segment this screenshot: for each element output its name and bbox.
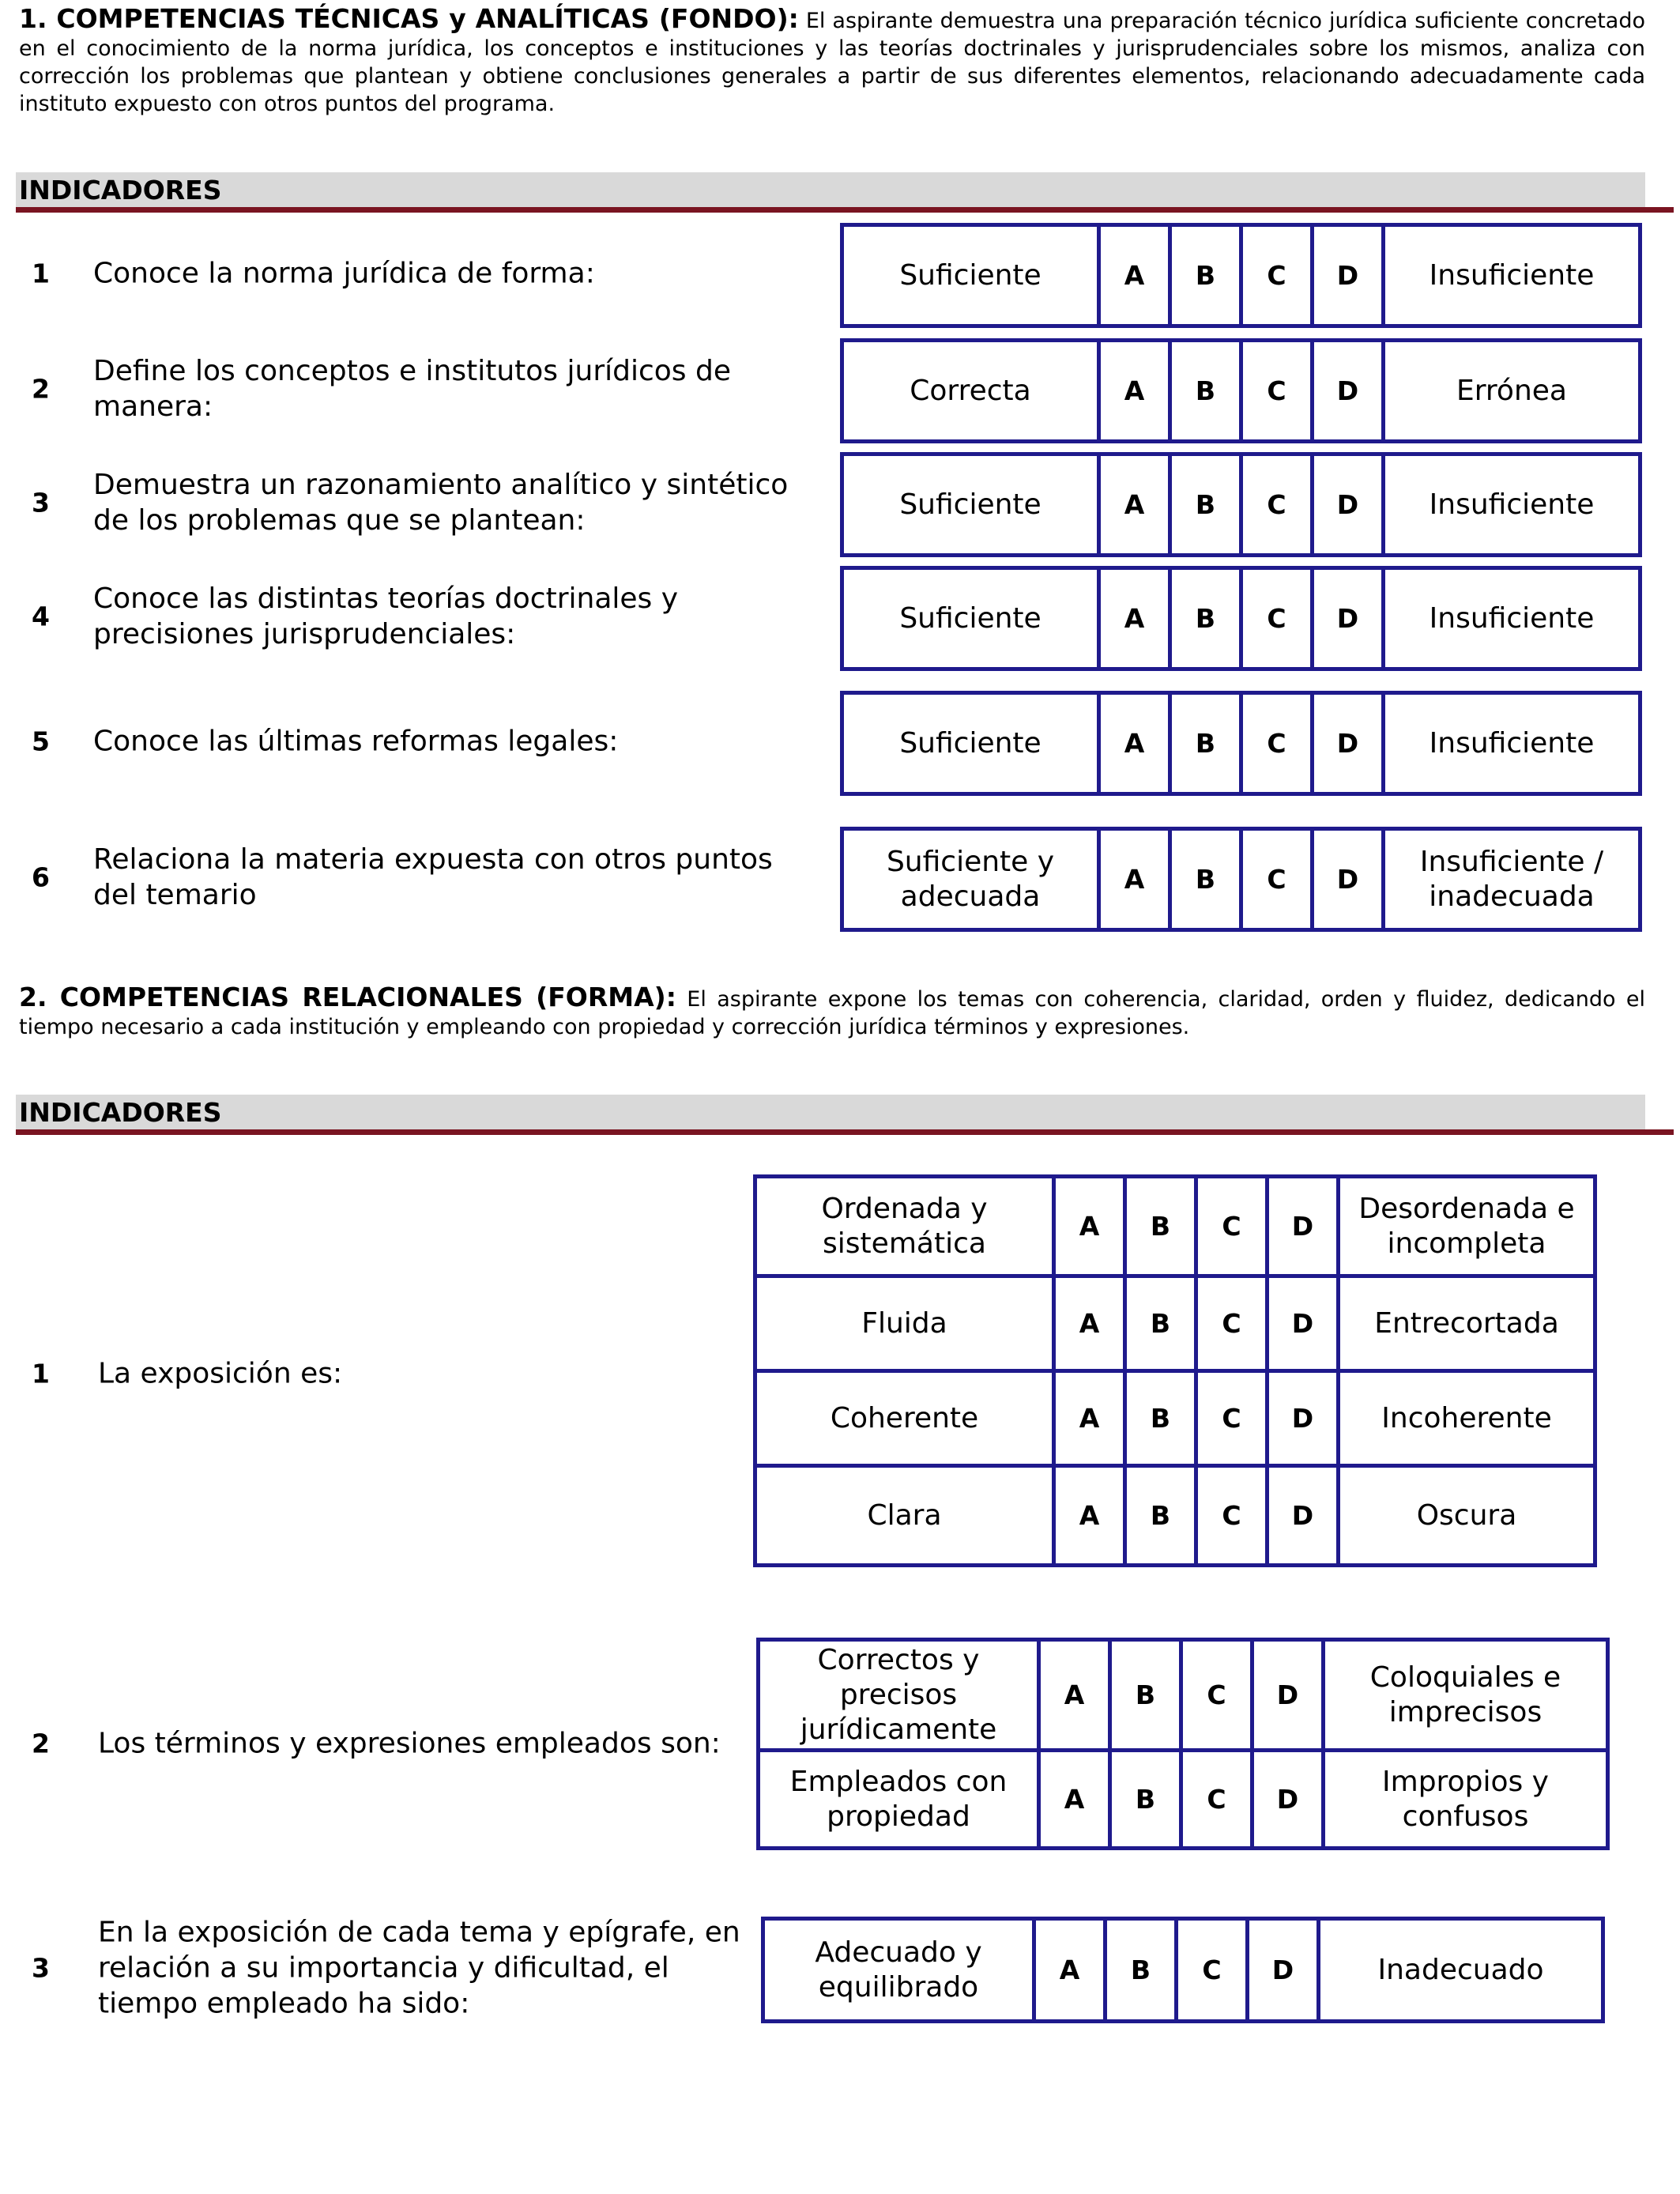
grade-option-d[interactable]: D [1268,1276,1339,1371]
rating-row [755,1466,1595,1566]
section1-divider [16,207,1674,213]
grade-option-b[interactable]: B [1110,1640,1181,1751]
section1-indicators-label: INDICADORES [19,175,222,205]
grade-option-a[interactable]: A [1039,1751,1110,1849]
grade-option-d[interactable]: D [1313,225,1384,326]
section1-indicators-bar [16,172,1645,207]
section1-indicator-6-rating-table [840,827,1642,932]
grade-option-c[interactable]: C [1177,1919,1248,2022]
grade-option-c[interactable]: C [1196,1466,1268,1566]
grade-option-d[interactable]: D [1268,1177,1339,1276]
rating-row [755,1276,1595,1371]
positive-descriptor: Correctos y precisos jurídicamente [759,1640,1039,1751]
grade-option-c[interactable]: C [1196,1276,1268,1371]
section1-indicator-2-rating-table [840,338,1642,443]
negative-descriptor: Incoherente [1339,1371,1595,1466]
section2-divider [16,1129,1674,1135]
section2-indicator-1-label: La exposición es: [98,1357,343,1390]
grade-option-c[interactable]: C [1196,1371,1268,1466]
positive-descriptor: Adecuado y equilibrado [763,1919,1034,2022]
negative-descriptor: Coloquiales e imprecisos [1324,1640,1608,1751]
grade-option-a[interactable]: A [1054,1177,1125,1276]
section1-intro [19,5,1645,118]
positive-descriptor: Suficiente [842,454,1099,556]
section2-indicators-label: INDICADORES [19,1097,222,1128]
grade-option-c[interactable]: C [1241,454,1313,556]
grade-option-c[interactable]: C [1241,568,1313,669]
section2-description: El aspirante expone los temas con coherencia, claridad, orden y fluidez, dedicando el tiempo necesario a cada institución y empleando con propiedad y corrección jurídica términos y expresiones. [19,987,1645,1039]
grade-option-b[interactable]: B [1170,693,1241,794]
section1-indicator-4-number: 4 [32,601,50,632]
section2-intro [19,983,1645,1041]
grade-option-c[interactable]: C [1241,829,1313,930]
grade-option-c[interactable]: C [1241,693,1313,794]
section2-indicator-2-label: Los términos y expresiones empleados son: [98,1727,721,1760]
grade-option-a[interactable]: A [1054,1276,1125,1371]
section1-indicator-2-number: 2 [32,373,50,405]
section2-indicator-3-number: 3 [32,1952,50,1984]
rating-row [755,1177,1595,1276]
section1-indicator-5-number: 5 [32,726,50,757]
grade-option-d[interactable]: D [1313,693,1384,794]
positive-descriptor: Suficiente [842,225,1099,326]
grade-option-a[interactable]: A [1034,1919,1106,2022]
grade-option-a[interactable]: A [1099,225,1170,326]
positive-descriptor: Suficiente [842,693,1099,794]
grade-option-b[interactable]: B [1125,1177,1196,1276]
positive-descriptor: Clara [755,1466,1054,1566]
rating-row [759,1751,1608,1849]
rating-row [842,829,1640,930]
positive-descriptor: Fluida [755,1276,1054,1371]
section2-indicator-1-rating-table [753,1174,1597,1567]
grade-option-c[interactable]: C [1196,1177,1268,1276]
negative-descriptor: Oscura [1339,1466,1595,1566]
grade-option-d[interactable]: D [1268,1371,1339,1466]
section2-indicator-2-rating-table [756,1638,1610,1850]
negative-descriptor: Insuficiente [1384,225,1640,326]
grade-option-a[interactable]: A [1054,1466,1125,1566]
section2-indicator-3-label: En la exposición de cada tema y epígrafe, en relación a su importancia y dificultad, el tiempo empleado ha sido: [98,1916,740,2020]
grade-option-a[interactable]: A [1099,454,1170,556]
negative-descriptor: Inadecuado [1319,1919,1603,2022]
grade-option-a[interactable]: A [1099,829,1170,930]
positive-descriptor: Ordenada y sistemática [755,1177,1054,1276]
positive-descriptor: Correcta [842,341,1099,442]
rating-row [842,225,1640,326]
positive-descriptor: Suficiente y adecuada [842,829,1099,930]
grade-option-d[interactable]: D [1313,568,1384,669]
grade-option-d[interactable]: D [1268,1466,1339,1566]
section2-indicator-3-rating-table [761,1917,1605,2023]
section1-description: El aspirante demuestra una preparación técnico jurídica suficiente concretado en el conocimiento de la norma jurídica, los conceptos e instituciones y las teorías doctrinales y jurisprudenciales sobre los mismos, analiza con corrección los problemas que plantean y obtiene conclusiones generales a partir de sus diferentes elementos, relacionando adecuadamente cada instituto expuesto con otros puntos del programa. [19,9,1645,116]
rating-row [763,1919,1603,2022]
grade-option-b[interactable]: B [1170,454,1241,556]
rating-row [755,1371,1595,1466]
positive-descriptor: Coherente [755,1371,1054,1466]
grade-option-b[interactable]: B [1106,1919,1177,2022]
grade-option-a[interactable]: A [1099,693,1170,794]
rating-row [842,341,1640,442]
grade-option-a[interactable]: A [1054,1371,1125,1466]
grade-option-a[interactable]: A [1039,1640,1110,1751]
grade-option-c[interactable]: C [1241,225,1313,326]
section2-indicator-1-number: 1 [32,1358,50,1389]
grade-option-a[interactable]: A [1099,341,1170,442]
grade-option-c[interactable]: C [1241,341,1313,442]
section1-indicator-2-label: Define los conceptos e institutos jurídicos de manera: [93,355,731,423]
negative-descriptor: Entrecortada [1339,1276,1595,1371]
negative-descriptor: Insuficiente [1384,693,1640,794]
section1-indicator-1-number: 1 [32,258,50,289]
rating-row [759,1640,1608,1751]
grade-option-b[interactable]: B [1125,1466,1196,1566]
grade-option-b[interactable]: B [1170,568,1241,669]
grade-option-b[interactable]: B [1170,225,1241,326]
negative-descriptor: Desordenada e incompleta [1339,1177,1595,1276]
positive-descriptor: Empleados con propiedad [759,1751,1039,1849]
section2-indicator-2-number: 2 [32,1728,50,1759]
grade-option-b[interactable]: B [1110,1751,1181,1849]
positive-descriptor: Suficiente [842,568,1099,669]
section1-indicator-3-label: Demuestra un razonamiento analítico y sintético de los problemas que se plantean: [93,469,789,537]
grade-option-d[interactable]: D [1313,829,1384,930]
section1-indicator-5-rating-table [840,691,1642,796]
section1-indicator-1-label: Conoce la norma jurídica de forma: [93,257,595,290]
grade-option-d[interactable]: D [1313,341,1384,442]
section1-indicator-6-label: Relaciona la materia expuesta con otros puntos del temario [93,843,773,911]
negative-descriptor: Errónea [1384,341,1640,442]
grade-option-d[interactable]: D [1248,1919,1319,2022]
section1-indicator-3-rating-table [840,452,1642,557]
rating-row [842,454,1640,556]
grade-option-d[interactable]: D [1313,454,1384,556]
rating-row [842,568,1640,669]
negative-descriptor: Insuficiente [1384,454,1640,556]
negative-descriptor: Insuficiente / inadecuada [1384,829,1640,930]
section1-indicator-5-label: Conoce las últimas reformas legales: [93,725,619,758]
section1-indicator-3-number: 3 [32,487,50,518]
grade-option-a[interactable]: A [1099,568,1170,669]
grade-option-b[interactable]: B [1125,1276,1196,1371]
grade-option-b[interactable]: B [1170,829,1241,930]
section1-heading: 1. COMPETENCIAS TÉCNICAS y ANALÍTICAS (FONDO): [19,3,799,34]
grade-option-b[interactable]: B [1170,341,1241,442]
grade-option-c[interactable]: C [1181,1640,1252,1751]
grade-option-d[interactable]: D [1252,1751,1324,1849]
section1-indicator-4-rating-table [840,566,1642,671]
section2-indicators-bar [16,1095,1645,1129]
negative-descriptor: Insuficiente [1384,568,1640,669]
section1-indicator-1-rating-table [840,223,1642,328]
rating-row [842,693,1640,794]
negative-descriptor: Impropios y confusos [1324,1751,1608,1849]
grade-option-d[interactable]: D [1252,1640,1324,1751]
section1-indicator-6-number: 6 [32,861,50,893]
section1-indicator-4-label: Conoce las distintas teorías doctrinales y precisiones jurisprudenciales: [93,582,679,650]
grade-option-c[interactable]: C [1181,1751,1252,1849]
grade-option-b[interactable]: B [1125,1371,1196,1466]
section2-heading: 2. COMPETENCIAS RELACIONALES (FORMA): [19,982,676,1012]
